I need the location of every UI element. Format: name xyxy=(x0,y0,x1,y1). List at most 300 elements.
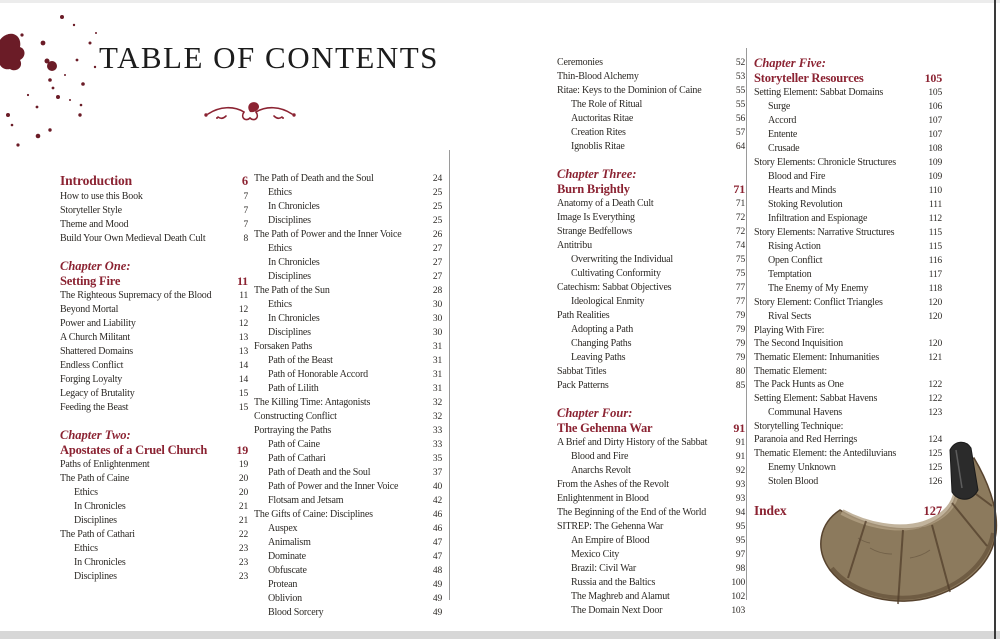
entry-label: Mexico City xyxy=(571,549,620,560)
toc-entry-row xyxy=(60,345,248,359)
chapter-title-row xyxy=(557,420,745,436)
entry-page-number: 6 xyxy=(241,174,248,188)
entry-page-number: 31 xyxy=(432,356,442,366)
toc-entry-row xyxy=(60,542,248,556)
entry-page-number: 32 xyxy=(432,412,442,422)
entry-label: Story Element: Conflict Triangles xyxy=(754,297,883,308)
toc-entry-row xyxy=(557,379,745,393)
entry-page-number: 102 xyxy=(731,592,745,602)
toc-entry-row xyxy=(557,562,745,576)
entry-page-number: 118 xyxy=(928,284,942,294)
entry-page-number: 71 xyxy=(735,199,745,209)
entry-page-number: 125 xyxy=(928,463,942,473)
entry-page-number: 125 xyxy=(928,449,942,459)
entry-label: Disciplines xyxy=(268,271,311,282)
toc-entry-row xyxy=(60,317,248,331)
toc-column xyxy=(254,172,442,620)
toc-entry-row xyxy=(754,198,942,212)
toc-entry-row xyxy=(557,365,745,379)
toc-entry-row xyxy=(754,184,942,198)
page-top-edge xyxy=(0,0,1000,3)
chapter-title-row xyxy=(60,273,248,289)
toc-entry-row xyxy=(254,410,442,424)
toc-entry-row xyxy=(254,424,442,438)
entry-page-number: 14 xyxy=(238,375,248,385)
entry-page-number: 106 xyxy=(928,102,942,112)
entry-label: Thematic Element: Inhumanities xyxy=(754,352,880,363)
entry-label: Stolen Blood xyxy=(768,476,819,487)
entry-label: Disciplines xyxy=(74,515,117,526)
entry-label: Power and Liability xyxy=(60,318,136,329)
entry-label: Ritae: Keys to the Dominion of Caine xyxy=(557,85,702,96)
toc-entry-row xyxy=(60,514,248,528)
entry-label: Oblivion xyxy=(268,593,302,604)
entry-label: Disciplines xyxy=(268,215,311,226)
entry-page-number: 8 xyxy=(243,234,248,244)
chapter-title-row xyxy=(60,442,248,458)
entry-page-number: 75 xyxy=(735,255,745,265)
entry-label: Auspex xyxy=(268,523,298,534)
entry-page-number: 7 xyxy=(243,206,248,216)
entry-page-number: 25 xyxy=(432,202,442,212)
entry-page-number: 100 xyxy=(731,578,745,588)
entry-page-number: 31 xyxy=(432,384,442,394)
toc-entry-row xyxy=(254,228,442,242)
toc-entry-row xyxy=(254,256,442,270)
entry-label: Thin-Blood Alchemy xyxy=(557,71,639,82)
entry-page-number: 37 xyxy=(432,468,442,478)
entry-page-number: 79 xyxy=(735,339,745,349)
toc-entry-row xyxy=(60,359,248,373)
toc-entry-row xyxy=(754,212,942,226)
toc-column xyxy=(557,56,745,618)
entry-label: Image Is Everything xyxy=(557,212,635,223)
chapter-number-label: Chapter Three: xyxy=(557,167,637,181)
toc-entry-row xyxy=(557,197,745,211)
entry-label: Dominate xyxy=(268,551,306,562)
entry-page-number: 49 xyxy=(432,594,442,604)
toc-entry-row xyxy=(254,536,442,550)
toc-entry-row xyxy=(557,309,745,323)
toc-entry-row xyxy=(254,340,442,354)
entry-label: Catechism: Sabbat Objectives xyxy=(557,282,672,293)
toc-entry-row xyxy=(754,268,942,282)
toc-entry-row xyxy=(557,520,745,534)
toc-entry-row xyxy=(557,604,745,618)
section-heading-row xyxy=(60,172,248,190)
toc-entry-row xyxy=(254,354,442,368)
entry-label: Beyond Mortal xyxy=(60,304,119,315)
entry-page-number: 95 xyxy=(735,536,745,546)
toc-entry-row xyxy=(254,480,442,494)
entry-label: Storyteller Resources xyxy=(754,71,864,85)
entry-label: Story Elements: Narrative Structures xyxy=(754,227,895,238)
entry-page-number: 20 xyxy=(238,488,248,498)
entry-label: Path Realities xyxy=(557,310,610,321)
entry-label: The Second Inquisition xyxy=(754,338,843,349)
entry-page-number: 31 xyxy=(432,370,442,380)
toc-entry-row xyxy=(557,576,745,590)
entry-label: In Chronicles xyxy=(268,201,320,212)
entry-label: In Chronicles xyxy=(74,501,126,512)
entry-page-number: 23 xyxy=(238,558,248,568)
entry-label: Paths of Enlightenment xyxy=(60,459,150,470)
entry-page-number: 19 xyxy=(238,460,248,470)
toc-entry-row xyxy=(557,337,745,351)
entry-label: Stoking Revolution xyxy=(768,199,843,210)
toc-entry-row xyxy=(557,478,745,492)
entry-label: Ethics xyxy=(268,243,292,254)
entry-page-number: 7 xyxy=(243,220,248,230)
toc-entry-row xyxy=(557,239,745,253)
entry-page-number: 12 xyxy=(238,305,248,315)
entry-page-number: 110 xyxy=(928,186,942,196)
entry-page-number: 109 xyxy=(928,158,942,168)
entry-page-number: 116 xyxy=(928,256,942,266)
toc-entry-row xyxy=(754,365,942,378)
entry-page-number: 53 xyxy=(735,72,745,82)
entry-label: Hearts and Minds xyxy=(768,185,836,196)
toc-entry-row xyxy=(754,100,942,114)
toc-entry-row xyxy=(254,298,442,312)
entry-label: Path of Caine xyxy=(268,439,320,450)
toc-entry-row xyxy=(254,438,442,452)
entry-label: Path of Cathari xyxy=(268,453,326,464)
entry-page-number: 107 xyxy=(928,130,942,140)
entry-page-number: 79 xyxy=(735,325,745,335)
toc-entry-row xyxy=(754,310,942,324)
entry-label: Pack Patterns xyxy=(557,380,609,391)
entry-label: Endless Conflict xyxy=(60,360,124,371)
entry-page-number: 103 xyxy=(731,606,745,616)
chapter-number-label: Chapter Two: xyxy=(60,428,131,442)
chapter-number-label: Chapter One: xyxy=(60,259,131,273)
entry-label: Path of Death and the Soul xyxy=(268,467,371,478)
entry-label: Setting Element: Sabbat Domains xyxy=(754,87,884,98)
toc-entry-row xyxy=(754,337,942,351)
entry-label: Blood and Fire xyxy=(768,171,826,182)
toc-entry-row xyxy=(254,214,442,228)
entry-page-number: 115 xyxy=(928,228,942,238)
toc-entry-row xyxy=(754,392,942,406)
entry-label: Forging Loyalty xyxy=(60,374,123,385)
entry-label: Thematic Element: xyxy=(754,366,827,377)
entry-label: Rising Action xyxy=(768,241,821,252)
entry-page-number: 77 xyxy=(735,283,745,293)
entry-page-number: 92 xyxy=(735,466,745,476)
entry-page-number: 42 xyxy=(432,496,442,506)
toc-entry-row xyxy=(557,267,745,281)
toc-entry-row xyxy=(254,494,442,508)
page-title: TABLE OF CONTENTS xyxy=(99,40,439,75)
toc-entry-row xyxy=(557,323,745,337)
entry-page-number: 97 xyxy=(735,550,745,560)
chapter-number-label: Chapter Four: xyxy=(557,406,633,420)
toc-column xyxy=(60,172,248,584)
entry-page-number: 124 xyxy=(928,435,942,445)
entry-page-number: 109 xyxy=(928,172,942,182)
entry-label: The Enemy of My Enemy xyxy=(768,283,869,294)
entry-page-number: 21 xyxy=(238,502,248,512)
toc-entry-row xyxy=(60,218,248,232)
entry-page-number: 105 xyxy=(924,71,942,85)
entry-page-number: 120 xyxy=(928,312,942,322)
entry-page-number: 47 xyxy=(432,538,442,548)
toc-entry-row xyxy=(754,296,942,310)
toc-entry-row xyxy=(557,84,745,98)
toc-entry-row xyxy=(754,226,942,240)
entry-label: Sabbat Titles xyxy=(557,366,607,377)
entry-page-number: 14 xyxy=(238,361,248,371)
entry-label: Temptation xyxy=(768,269,812,280)
entry-page-number: 79 xyxy=(735,353,745,363)
toc-entry-row xyxy=(60,190,248,204)
entry-label: Storyteller Style xyxy=(60,205,122,216)
toc-entry-row xyxy=(254,522,442,536)
entry-label: Setting Fire xyxy=(60,274,121,288)
entry-page-number: 91 xyxy=(735,452,745,462)
entry-label: Path of the Beast xyxy=(268,355,333,366)
entry-page-number: 52 xyxy=(735,58,745,68)
entry-label: Storytelling Technique: xyxy=(754,421,844,432)
entry-label: Playing With Fire: xyxy=(754,325,825,336)
toc-entry-row xyxy=(254,396,442,410)
toc-entry-row xyxy=(254,508,442,522)
entry-page-number: 72 xyxy=(735,213,745,223)
toc-entry-row xyxy=(557,211,745,225)
entry-label: The Path of Caine xyxy=(60,473,130,484)
entry-label: Enlightenment in Blood xyxy=(557,493,649,504)
toc-entry-row xyxy=(754,406,942,420)
toc-entry-row xyxy=(754,324,942,337)
entry-label: The Beginning of the End of the World xyxy=(557,507,707,518)
entry-page-number: 47 xyxy=(432,552,442,562)
entry-page-number: 71 xyxy=(733,182,745,196)
toc-entry-row xyxy=(254,606,442,620)
toc-entry-row xyxy=(557,126,745,140)
toc-entry-row xyxy=(60,387,248,401)
entry-page-number: 94 xyxy=(735,508,745,518)
entry-page-number: 49 xyxy=(432,580,442,590)
entry-label: Paranoia and Red Herrings xyxy=(754,434,858,445)
entry-label: From the Ashes of the Revolt xyxy=(557,479,669,490)
entry-label: Open Conflict xyxy=(768,255,823,266)
entry-page-number: 15 xyxy=(238,403,248,413)
entry-label: Flotsam and Jetsam xyxy=(268,495,344,506)
entry-page-number: 11 xyxy=(237,274,248,288)
entry-label: The Path of Cathari xyxy=(60,529,135,540)
toc-entry-row xyxy=(557,56,745,70)
page-bottom-edge xyxy=(0,631,1000,639)
toc-entry-row xyxy=(254,382,442,396)
entry-page-number: 32 xyxy=(432,398,442,408)
chapter-title-row xyxy=(754,70,942,86)
toc-entry-row xyxy=(60,289,248,303)
toc-entry-row xyxy=(754,254,942,268)
broken-horn-image xyxy=(800,428,1000,639)
toc-entry-row xyxy=(754,240,942,254)
toc-entry-row xyxy=(254,200,442,214)
entry-page-number: 31 xyxy=(432,342,442,352)
entry-label: The Pack Hunts as One xyxy=(754,379,844,390)
entry-page-number: 107 xyxy=(928,116,942,126)
toc-entry-row xyxy=(254,186,442,200)
entry-label: Overwriting the Individual xyxy=(571,254,673,265)
entry-label: Thematic Element: the Antediluvians xyxy=(754,448,897,459)
toc-entry-row xyxy=(254,466,442,480)
entry-label: Adopting a Path xyxy=(571,324,633,335)
toc-entry-row xyxy=(557,351,745,365)
entry-page-number: 20 xyxy=(238,474,248,484)
entry-label: Apostates of a Cruel Church xyxy=(60,443,208,457)
entry-label: Accord xyxy=(768,115,797,126)
toc-entry-row xyxy=(557,253,745,267)
toc-entry-row xyxy=(60,303,248,317)
entry-page-number: 122 xyxy=(928,394,942,404)
entry-label: Shattered Domains xyxy=(60,346,133,357)
toc-entry-row xyxy=(557,534,745,548)
entry-page-number: 91 xyxy=(733,421,745,435)
toc-entry-row xyxy=(754,351,942,365)
blood-splatter-icon xyxy=(0,5,140,165)
entry-page-number: 11 xyxy=(239,291,248,301)
toc-entry-row xyxy=(60,458,248,472)
toc-entry-row xyxy=(60,401,248,415)
toc-entry-row xyxy=(254,242,442,256)
toc-entry-row xyxy=(60,373,248,387)
entry-page-number: 80 xyxy=(735,367,745,377)
entry-label: Ceremonies xyxy=(557,57,603,68)
entry-page-number: 64 xyxy=(735,142,745,152)
entry-label: Ethics xyxy=(74,543,98,554)
entry-label: Blood and Fire xyxy=(571,451,629,462)
entry-page-number: 12 xyxy=(238,319,248,329)
entry-page-number: 48 xyxy=(432,566,442,576)
toc-entry-row xyxy=(754,142,942,156)
entry-label: Infiltration and Espionage xyxy=(768,213,868,224)
entry-page-number: 35 xyxy=(432,454,442,464)
toc-entry-row xyxy=(254,564,442,578)
entry-label: The Gehenna War xyxy=(557,421,653,435)
toc-entry-row xyxy=(557,436,745,450)
toc-entry-row xyxy=(557,70,745,84)
entry-label: The Role of Ritual xyxy=(571,99,643,110)
entry-label: Communal Havens xyxy=(768,407,842,418)
entry-label: The Path of Power and the Inner Voice xyxy=(254,229,402,240)
entry-page-number: 75 xyxy=(735,269,745,279)
entry-label: The Maghreb and Alamut xyxy=(571,591,670,602)
toc-entry-row xyxy=(754,86,942,100)
entry-page-number: 40 xyxy=(432,482,442,492)
entry-page-number: 112 xyxy=(928,214,942,224)
column-divider-rule xyxy=(746,48,747,600)
toc-entry-row xyxy=(557,140,745,154)
entry-label: Ethics xyxy=(268,299,292,310)
entry-label: Entente xyxy=(768,129,798,140)
toc-entry-row xyxy=(254,284,442,298)
toc-entry-row xyxy=(754,170,942,184)
entry-page-number: 19 xyxy=(236,443,248,457)
toc-entry-row xyxy=(60,570,248,584)
toc-entry-row xyxy=(557,548,745,562)
entry-label: Build Your Own Medieval Death Cult xyxy=(60,233,206,244)
entry-label: A Church Militant xyxy=(60,332,130,343)
entry-page-number: 33 xyxy=(432,426,442,436)
entry-label: Auctoritas Ritae xyxy=(571,113,634,124)
entry-page-number: 55 xyxy=(735,100,745,110)
toc-entry-row xyxy=(557,98,745,112)
toc-entry-row xyxy=(60,556,248,570)
toc-entry-row xyxy=(557,492,745,506)
toc-entry-row xyxy=(60,500,248,514)
entry-label: Anatomy of a Death Cult xyxy=(557,198,654,209)
toc-entry-row xyxy=(557,590,745,604)
entry-label: Legacy of Brutality xyxy=(60,388,135,399)
entry-label: Surge xyxy=(768,101,791,112)
entry-page-number: 49 xyxy=(432,608,442,618)
toc-entry-row xyxy=(254,270,442,284)
entry-label: A Brief and Dirty History of the Sabbat xyxy=(557,437,708,448)
flourish-ornament-icon xyxy=(200,99,300,125)
entry-page-number: 105 xyxy=(928,88,942,98)
entry-label: Strange Bedfellows xyxy=(557,226,632,237)
entry-label: Crusade xyxy=(768,143,800,154)
entry-label: The Righteous Supremacy of the Blood xyxy=(60,290,212,301)
entry-page-number: 30 xyxy=(432,314,442,324)
toc-entry-row xyxy=(754,378,942,392)
entry-label: Path of Honorable Accord xyxy=(268,369,368,380)
toc-entry-row xyxy=(254,550,442,564)
toc-entry-row xyxy=(754,128,942,142)
toc-entry-row xyxy=(254,326,442,340)
entry-page-number: 93 xyxy=(735,494,745,504)
entry-page-number: 13 xyxy=(238,347,248,357)
entry-page-number: 23 xyxy=(238,544,248,554)
entry-label: The Gifts of Caine: Disciplines xyxy=(254,509,373,520)
entry-page-number: 21 xyxy=(238,516,248,526)
entry-label: In Chronicles xyxy=(268,313,320,324)
entry-label: Disciplines xyxy=(74,571,117,582)
entry-label: Ethics xyxy=(268,187,292,198)
entry-page-number: 15 xyxy=(238,389,248,399)
entry-page-number: 74 xyxy=(735,241,745,251)
entry-label: Obfuscate xyxy=(268,565,307,576)
chapter-number-label: Chapter Five: xyxy=(754,56,826,70)
entry-label: An Empire of Blood xyxy=(571,535,650,546)
toc-entry-row xyxy=(254,578,442,592)
entry-label: Ideological Enmity xyxy=(571,296,645,307)
entry-page-number: 126 xyxy=(928,477,942,487)
entry-label: Path of Lilith xyxy=(268,383,319,394)
entry-page-number: 127 xyxy=(923,504,942,518)
entry-label: Forsaken Paths xyxy=(254,341,313,352)
toc-entry-row xyxy=(60,528,248,542)
entry-page-number: 72 xyxy=(735,227,745,237)
entry-label: Enemy Unknown xyxy=(768,462,836,473)
entry-label: Constructing Conflict xyxy=(254,411,337,422)
toc-entry-row xyxy=(557,225,745,239)
toc-entry-row xyxy=(557,281,745,295)
toc-entry-row xyxy=(557,464,745,478)
entry-page-number: 25 xyxy=(432,188,442,198)
toc-entry-row xyxy=(254,452,442,466)
entry-page-number: 79 xyxy=(735,311,745,321)
chapter-title-row xyxy=(557,181,745,197)
entry-page-number: 27 xyxy=(432,258,442,268)
entry-label: Path of Power and the Inner Voice xyxy=(268,481,399,492)
entry-label: How to use this Book xyxy=(60,191,143,202)
entry-page-number: 33 xyxy=(432,440,442,450)
